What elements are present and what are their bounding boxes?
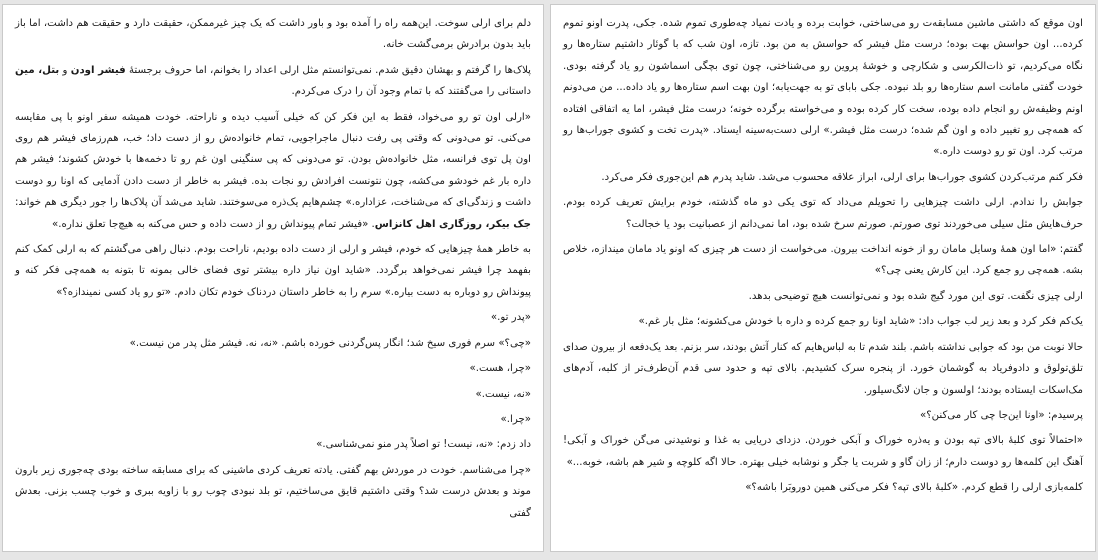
right-paragraph-1: اون موقع که داشتی ماشین مسابقه‌ت رو می‌ساختی، خوابت برده و یادت نمیاد چه‌طوری تموم شده. جکی، پدرت اونو تموم کرده... اون حواسش بهت بوده؛ درست مثل فیشر که حواسش به من بود. تازه، اون شب که با گوئار داشتیم ستاره‌ها رو نگاه می‌کردیم، تو ذات‌الکرسی و شکارچی و خوشهٔ پروین رو می‌شناختی، چون توی بچگی اسماشون رو یاد گرفته بودی. خودت گفتی مامانت اسم ستاره‌ها رو بلد نبوده. جکی بابای تو به جهت‌یابه؛ اون بهت اسم ستاره‌ها رو یاد داده... من می‌دونم اونم وظیفه‌ش رو انجام داده بوده، سخت کار کرده بوده و می‌خواسته برگرده خونه؛ درست مثل فیشر، اما یه اتفاقی افتاده که همه‌چی رو تغییر داده و اون گم شده؛ درست مثل فیشر.» ارلی دست‌به‌سینه ایستاد. «پدرت تخت و کشوی جوراب‌ها رو مرتب کرد. اون تو رو دوست داره.» <box>563 18 1083 158</box>
left-paragraph-7: «چرا، هست.» <box>469 363 531 375</box>
left-paragraph-11: «چرا می‌شناسم. خودت در موردش بهم گفتی. یادته تعریف کردی ماشینی که برای مسابقه ساخته بودی چه‌جوری زیر بارون موند و بعدش درست شد؟ وقتی داشتیم قایق می‌ساختیم، تو بلد نبودی چوب رو با زاویه ببری و خوب چسب بزنی. بعدش گفتی <box>15 464 531 519</box>
right-paragraph-3: جوابش را ندادم. ارلی داشت چیزهایی را تحویلم می‌داد که توی یکی دو ماه گذشته، خودم برایش تعریف کرده بودم. حرف‌هایش مثل سیلی می‌خوردند توی صورتم. صورتم سرخ شده بود، اما نمی‌دانم از عصبانیت بود یا خجالت؟ <box>563 197 1083 230</box>
right-paragraph-8: پرسیدم: «اونا این‌جا چی کار می‌کنن؟» <box>919 409 1083 421</box>
right-paragraph-7: حالا نوبت من بود که جوابی نداشته باشم. بلند شدم تا به لباس‌هایم که کنار آتش بودند، سر بزنم. بعد یک‌دفعه از بیرون صدای تلق‌تولوق و دادوفریاد به گوشمان خورد. از پنجره سرک کشیدیم. بالای تپه و حدود سی قدم آن‌طرف‌تر از کلبه، آدم‌های مک‌اسکات ایستاده بودند؛ اولسون و جان لانگ‌سیلور. <box>563 341 1083 396</box>
left-page <box>2 4 544 552</box>
right-paragraph-9: «احتمالاً توی کلبهٔ بالای تپه بودن و یه‌ذره خوراک و آبکی خوردن. دزدای دریایی به غذا و نوشیدنی می‌گن خوراک و آبکی! آهنگ این کلمه‌ها رو دوست دارم؛ از زان گاو و شربت یا جگر و نوشابه خیلی بهتره. حالا اگه کلوچه و شیر هم باشه، خوبه...» <box>563 435 1083 468</box>
right-paragraph-5: ارلی چیزی نگفت. توی این مورد گیج شده بود و نمی‌توانست هیچ توضیحی بدهد. <box>748 290 1083 302</box>
left-paragraph-3: «ارلی اون تو رو می‌خواد، فقط به این فکر کن که خیلی آسیب دیده و ناراحته. خودت همیشه سفر اونو با پی مقایسه می‌کنی. تو می‌دونی که وقتی پی رفت دنبال ماجراجویی، تمام خانواده‌ش رو از دست داد؛ خب، هم‌رزمای فیشر هم روی اون پل توی فرانسه، مثل خانواده‌ش بودن. تو می‌دونی که پی سنگینی اون غم رو تا دخمه‌ها با خودش کشوند؛ فیشر هم داره بار غم خودشو می‌کشه، چون نتونست افرادش رو نجات بده. فیشر به خاطر از دست دادن آدمایی که اونا رو دوست داشت و زندگی‌ای که می‌شناخت، عزاداره.» چشم‌هایم یک‌ذره می‌سوختند. شاید می‌شد آن پلاک‌ها را جور دیگری هم خواند: جک بیکر، روزگاری اهل کانزاس. «فیشر تمام پیونداش رو از دست داده و حس می‌کنه به هیچ‌جا تعلق نداره.» <box>15 111 531 230</box>
right-paragraph-10: کلمه‌بازی ارلی را قطع کردم. «کلبهٔ بالای تپه؟ فکر می‌کنی همین دوروبَرا باشه؟» <box>745 482 1083 494</box>
left-paragraph-8: «نه، نیست.» <box>475 388 531 400</box>
left-paragraph-5: «پدر تو.» <box>490 312 531 324</box>
left-paragraph-9: «چرا.» <box>500 413 531 425</box>
right-paragraph-2: فکر کنم مرتب‌کردن کشوی جوراب‌ها برای ارلی، ابراز علاقه محسوب می‌شد. شاید پدرم هم این‌جوری فکر می‌کرد. <box>601 171 1083 183</box>
left-paragraph-4: به خاطر همهٔ چیزهایی که خودم، فیشر و ارلی از دست داده بودیم، ناراحت بودم. دنبال راهی می‌گشتم که به ارلی کمک کنم بفهمد چرا فیشر نمی‌خواهد برگردد. «شاید اون نیاز داره بیشتر توی فضای خالی بمونه تا بتونه به همه‌چی فکر کنه و پیونداش رو دوباره به دست بیاره.» سرم را به خاطر داستان دردناک خودم تکان دادم. «تو رو یاد کسی نمیندازه؟» <box>15 244 531 298</box>
left-paragraph-6: «چی؟» سرم فوری سیخ شد؛ انگار پس‌گردنی خورده باشم. «نه، نه. فیشر مثل پدر من نیست.» <box>129 337 531 349</box>
right-page <box>550 4 1096 552</box>
left-paragraph-1: دلم برای ارلی سوخت. این‌همه راه را آمده بود و باور داشت که یک چیز غیرممکن، حقیقت دارد و حقیقت هم داشت، اما باز باید بدون برادرش برمی‌گشت خانه. <box>15 18 531 51</box>
right-paragraph-6: یک‌کم فکر کرد و بعد زیر لب جواب داد: «شاید اونا رو جمع کرده و داره با خودش می‌کشونه؛ مثل بار غم.» <box>638 316 1083 328</box>
left-paragraph-10: داد زدم: «نه، نیست! تو اصلاً پدر منو نمی‌شناسی.» <box>316 439 531 451</box>
right-paragraph-4: گفتم: «اما اون همهٔ وسایل مامان رو از خونه انداخت بیرون. می‌خواست از دست هر چیزی که اونو یاد مامان میندازه، خلاص بشه. همه‌چی رو جمع کرد. این کارش یعنی چی؟» <box>563 244 1083 277</box>
left-paragraph-2: پلاک‌ها را گرفتم و بهشان دقیق شدم. نمی‌توانستم مثل ارلی اعداد را بخوانم، اما حروف برجستهٔ فیشر اودن و بتل، مین داستانی را می‌گفتند که با تمام وجود آن را درک می‌کردم. <box>15 64 532 98</box>
